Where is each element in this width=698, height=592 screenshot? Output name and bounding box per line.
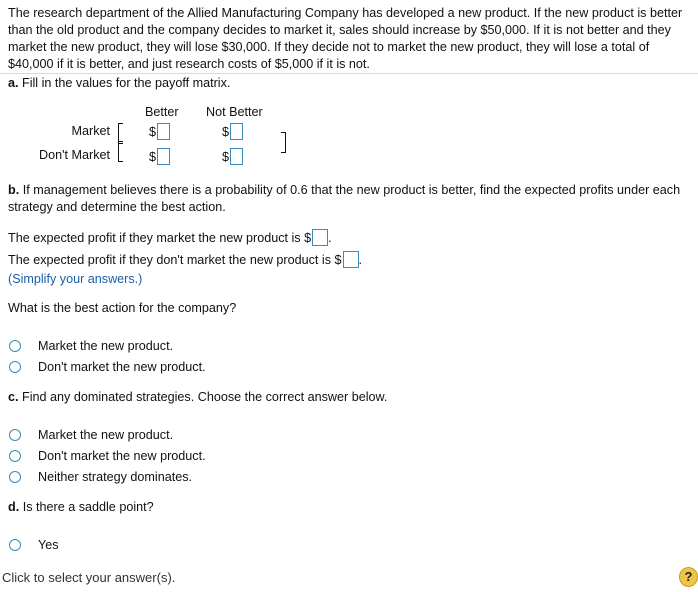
option-label: Neither strategy dominates. <box>38 470 192 484</box>
option-b-market[interactable] <box>9 339 173 353</box>
matrix-bracket-left-bottom <box>118 141 123 162</box>
row-label-market: Market <box>71 124 110 138</box>
matrix-cell-market-better <box>149 123 170 140</box>
matrix-cell-market-not-better <box>222 123 243 140</box>
part-c-prompt <box>8 390 387 404</box>
part-a-label: a. <box>8 76 19 90</box>
col-header-not-better: Not Better <box>206 105 263 119</box>
option-label: Market the new product. <box>38 428 174 442</box>
dollar-sign: $ <box>222 124 230 139</box>
option-c-market[interactable] <box>9 428 173 442</box>
matrix-cell-dont-market-not-better <box>222 148 243 165</box>
best-action-question: What is the best action for the company? <box>8 301 237 315</box>
option-c-dont-market[interactable] <box>9 449 206 463</box>
simplify-hint: (Simplify your answers.) <box>8 272 143 286</box>
market-better-input[interactable] <box>157 123 170 140</box>
part-d-prompt <box>8 500 154 514</box>
expected-profit-dont-market-text: The expected profit if they don't market the new product is $ <box>8 252 342 267</box>
part-b-label: b. <box>8 183 20 197</box>
radio-icon[interactable] <box>9 471 21 483</box>
part-a-text: Fill in the values for the payoff matrix. <box>22 76 231 90</box>
help-icon[interactable]: ? <box>679 567 698 587</box>
radio-icon[interactable] <box>9 429 21 441</box>
part-d-text: Is there a saddle point? <box>22 500 154 514</box>
market-not-better-input[interactable] <box>230 123 243 140</box>
footer-instruction: Click to select your answer(s). <box>2 570 176 585</box>
option-c-neither[interactable] <box>9 470 192 484</box>
col-header-better: Better <box>145 105 179 119</box>
option-label: Don't market the new product. <box>38 360 206 374</box>
dont-market-better-input[interactable] <box>157 148 170 165</box>
matrix-cell-dont-market-better <box>149 148 170 165</box>
dollar-sign: $ <box>149 124 157 139</box>
option-d-yes[interactable] <box>9 538 59 552</box>
period: . <box>328 230 332 245</box>
part-a-prompt <box>8 76 230 90</box>
option-b-dont-market[interactable] <box>9 360 206 374</box>
radio-icon[interactable] <box>9 340 21 352</box>
expected-profit-dont-market-input[interactable] <box>343 251 359 268</box>
radio-icon[interactable] <box>9 539 21 551</box>
expected-profit-market-text: The expected profit if they market the new product is $ <box>8 230 312 245</box>
part-b-text: If management believes there is a probability of 0.6 that the new product is better, find the expected profits under each strategy and determine the best action. <box>8 183 681 214</box>
option-label: Don't market the new product. <box>38 449 206 463</box>
expected-profit-market-line <box>8 229 332 246</box>
matrix-bracket-right <box>281 132 286 153</box>
part-c-text: Find any dominated strategies. Choose the correct answer below. <box>22 390 388 404</box>
dollar-sign: $ <box>222 149 230 164</box>
option-label: Market the new product. <box>38 339 174 353</box>
period: . <box>358 252 363 267</box>
row-label-dont-market: Don't Market <box>39 148 110 162</box>
problem-statement: The research department of the Allied Manufacturing Company has developed a new product. If the new product is better than the old product and the company decides to market it, sales should increase by $50,000. If it is not better and they market the new product, they will lose $30,000. If they decide not to market the new product, they will lose a total of $40,000 if it is better, and just research costs of $5,000 if it is not. <box>8 6 683 71</box>
radio-icon[interactable] <box>9 361 21 373</box>
divider <box>0 73 698 74</box>
part-d-label: d. <box>8 500 20 514</box>
option-label: Yes <box>38 538 59 552</box>
expected-profit-dont-market-line <box>8 251 362 268</box>
dont-market-not-better-input[interactable] <box>230 148 243 165</box>
expected-profit-market-input[interactable] <box>312 229 328 246</box>
part-b-prompt <box>8 182 688 216</box>
dollar-sign: $ <box>149 149 157 164</box>
radio-icon[interactable] <box>9 450 21 462</box>
part-c-label: c. <box>8 390 19 404</box>
